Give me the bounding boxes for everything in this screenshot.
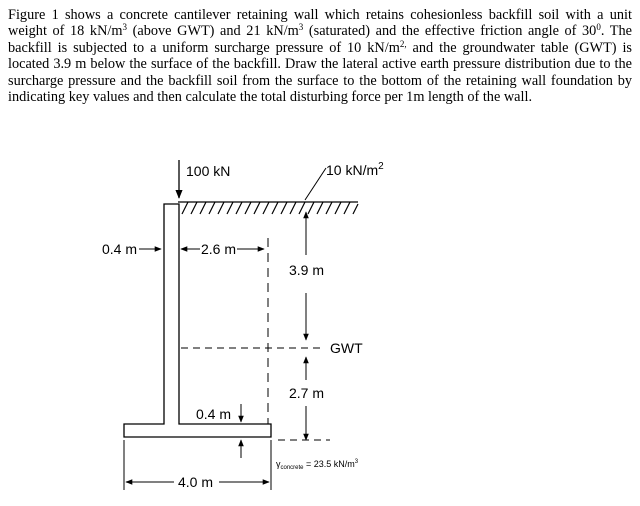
concrete-unit-weight: γconcrete = 23.5 $kN/m^3$ [276,459,359,471]
surcharge-label: 10 $kN/m^2$ [326,161,384,178]
gwt-label: GWT [330,340,363,356]
backfill-surface-hatch [178,202,358,214]
retaining-wall-outline [124,204,271,437]
base-thickness-label: 0.4 m [196,406,232,422]
problem-statement: Figure 1 shows a concrete cantilever retaining wall which retains cohesionless backfill soil with a unit weight of 18 $kN/m^3$ (above GWT) and 21 $kN/m^3$ (saturated) and the effective friction angle of $30^0$. The backfill is subjected to a uniform surcharge pressure of 10 $kN/m^{2,}$ and the groundwater table (GWT) is located 3.9 m below the surface of the backfill. Draw the lateral active earth pressure distribution due to the surcharge pressure and the backfill soil from the surface to the bottom of the retaining wall foundation by indicating key values and then calculate the total disturbing force per 1m length of the wall. [8,7,632,106]
depth-below-gwt-label: 2.7 m [289,385,325,401]
depth-above-gwt-label: 3.9 m [289,262,325,278]
point-load-label: 100 kN [186,163,231,179]
top-width-label: 2.6 m [201,241,237,257]
surcharge-leader [305,168,326,200]
stem-thickness-label: 0.4 m [102,241,138,257]
base-width-label: 4.0 m [178,474,214,490]
